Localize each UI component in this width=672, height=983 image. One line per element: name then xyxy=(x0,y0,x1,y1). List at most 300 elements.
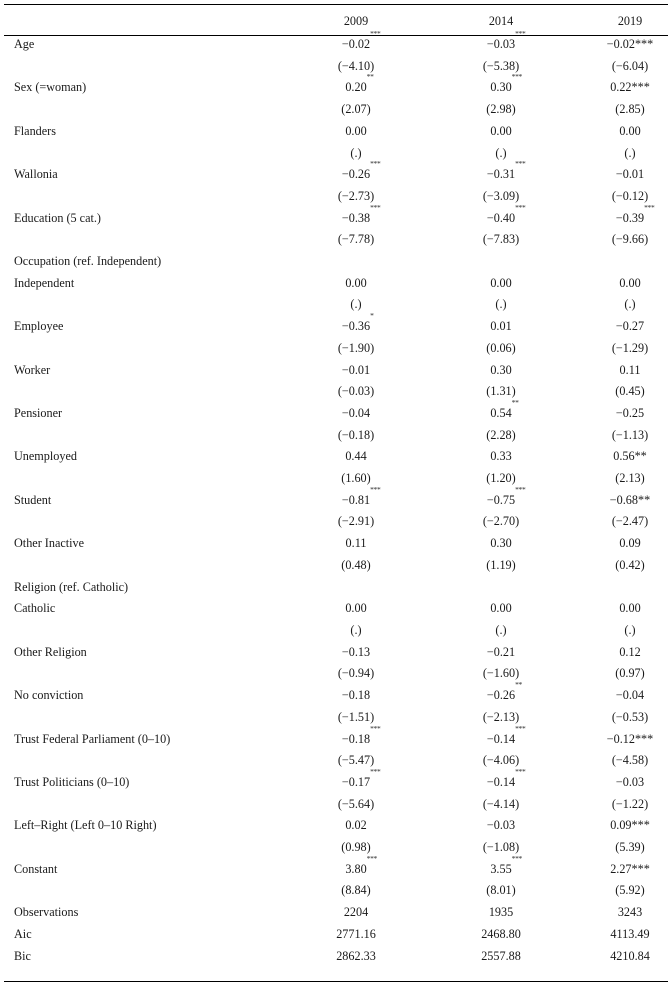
significance-stars: *** xyxy=(370,202,381,212)
coefficient-row xyxy=(14,490,668,512)
coefficient-value: 0.00 xyxy=(619,275,641,290)
coefficient-cell xyxy=(592,202,668,230)
t-statistic-cell: (0.48) xyxy=(341,557,371,572)
coefficient-value: 0.00 xyxy=(345,275,367,290)
coefficient-value-wrap xyxy=(490,72,523,99)
t-statistic-cell: (−7.78) xyxy=(337,232,375,247)
t-statistic-cell: (−5.64) xyxy=(337,796,375,811)
coefficient-value: −0.21 xyxy=(486,644,516,659)
coefficient-value: 0.09*** xyxy=(610,818,650,833)
coefficient-row xyxy=(14,273,668,295)
statistic-row xyxy=(14,707,668,729)
coefficient-value: 0.00 xyxy=(345,123,367,138)
significance-stars: *** xyxy=(515,766,526,776)
coefficient-cell xyxy=(450,360,552,382)
coefficient-row xyxy=(14,859,668,881)
coefficient-value-wrap xyxy=(341,311,374,338)
coefficient-value-wrap xyxy=(607,34,653,56)
stat-label: Bic xyxy=(14,948,31,963)
coefficient-cell xyxy=(450,29,552,56)
t-statistic-cell: (.) xyxy=(624,297,636,312)
t-statistic-cell: (1.60) xyxy=(341,471,371,486)
coefficient-cell xyxy=(592,729,668,751)
table-top-rule xyxy=(4,4,668,5)
significance-stars: *** xyxy=(366,853,378,863)
statistic-row xyxy=(14,143,668,165)
row-label: Student xyxy=(14,492,52,507)
row-label: Left–Right (Left 0–10 Right) xyxy=(14,818,157,833)
coefficient-row xyxy=(14,533,668,555)
coefficient-value-wrap xyxy=(490,598,511,620)
t-statistic-cell: (−0.18) xyxy=(337,427,375,442)
coefficient-value-wrap xyxy=(616,772,644,794)
row-label: Worker xyxy=(14,362,51,377)
t-statistic-cell: (.) xyxy=(350,145,362,160)
coefficient-row xyxy=(14,77,668,99)
coefficient-cell xyxy=(306,121,406,143)
coefficient-value-wrap xyxy=(620,360,641,382)
significance-stars: *** xyxy=(370,159,381,169)
t-statistic-cell: (1.20) xyxy=(486,471,516,486)
significance-stars: *** xyxy=(370,766,381,776)
coefficient-value: 0.44 xyxy=(345,449,367,464)
statistic-row xyxy=(14,381,668,403)
stat-value: 1935 xyxy=(488,905,514,920)
coefficient-row xyxy=(14,642,668,664)
row-label: No conviction xyxy=(14,688,84,703)
row-label: Pensioner xyxy=(14,405,63,420)
coefficient-value-wrap xyxy=(487,815,515,837)
coefficient-row xyxy=(14,316,668,338)
coefficient-value: 0.54 xyxy=(490,405,512,420)
coefficient-cell xyxy=(450,766,552,794)
t-statistic-cell: (.) xyxy=(350,622,362,637)
t-statistic-cell: (−1.22) xyxy=(611,796,649,811)
t-statistic-cell: (5.92) xyxy=(615,883,645,898)
coefficient-value-wrap xyxy=(341,766,381,794)
significance-stars: *** xyxy=(515,484,526,494)
coefficient-value-wrap xyxy=(616,403,644,425)
coefficient-value-wrap xyxy=(341,484,381,512)
t-statistic-cell: (0.06) xyxy=(486,340,516,355)
coefficient-value-wrap xyxy=(616,316,644,338)
significance-stars: ** xyxy=(366,72,374,82)
coefficient-value: 3.55 xyxy=(490,861,512,876)
t-statistic-cell: (−0.94) xyxy=(337,666,375,681)
coefficient-value-wrap xyxy=(345,446,366,468)
model-stat-row xyxy=(14,946,668,968)
coefficient-value-wrap xyxy=(486,29,526,56)
coefficient-value-wrap xyxy=(342,685,370,707)
coefficient-cell xyxy=(306,159,406,186)
coefficient-cell xyxy=(450,680,552,707)
coefficient-value-wrap xyxy=(342,642,370,664)
t-statistic-cell: (−4.10) xyxy=(337,58,375,73)
coefficient-value: 0.00 xyxy=(490,275,512,290)
statistic-row xyxy=(14,794,668,816)
coefficient-cell xyxy=(450,533,552,555)
t-statistic-cell: (.) xyxy=(350,297,362,312)
coefficient-value: 3.80 xyxy=(345,861,367,876)
table-bottom-rule xyxy=(4,981,668,982)
coefficient-value-wrap xyxy=(486,680,522,707)
coefficient-value: 0.33 xyxy=(490,449,512,464)
coefficient-cell xyxy=(450,853,552,881)
coefficient-value: −0.75 xyxy=(486,492,516,507)
t-statistic-cell: (−1.13) xyxy=(611,427,649,442)
coefficient-cell xyxy=(450,72,552,99)
coefficient-cell xyxy=(306,815,406,837)
coefficient-value: −0.02 xyxy=(341,37,371,51)
coefficient-value-wrap xyxy=(615,202,655,230)
row-label: Trust Politicians (0–10) xyxy=(14,774,130,789)
coefficient-cell xyxy=(306,598,406,620)
coefficient-value-wrap xyxy=(345,273,366,295)
coefficient-row xyxy=(14,729,668,751)
coefficient-cell xyxy=(306,311,406,338)
t-statistic-cell: (0.42) xyxy=(615,557,645,572)
t-statistic-cell: (−4.06) xyxy=(482,753,520,768)
coefficient-value-wrap xyxy=(486,766,526,794)
statistic-row xyxy=(14,511,668,533)
coefficient-value: −0.38 xyxy=(341,210,371,225)
row-label: Flanders xyxy=(14,123,56,138)
coefficient-value: −0.12*** xyxy=(606,731,654,746)
t-statistic-cell: (0.98) xyxy=(341,840,371,855)
model-stat-row xyxy=(14,924,668,946)
coefficient-value-wrap xyxy=(490,316,511,338)
coefficient-value-wrap xyxy=(341,159,381,186)
row-label: Sex (=woman) xyxy=(14,80,87,95)
coefficient-value-wrap xyxy=(490,533,511,555)
stat-value: 4210.84 xyxy=(610,948,650,963)
row-label: Unemployed xyxy=(14,449,77,464)
coefficient-cell xyxy=(592,360,668,382)
row-label: Wallonia xyxy=(14,167,58,182)
coefficient-value: −0.03 xyxy=(486,37,516,51)
t-statistic-cell: (−4.14) xyxy=(482,796,520,811)
coefficient-cell xyxy=(592,273,668,295)
coefficient-cell xyxy=(306,273,406,295)
row-label: Age xyxy=(14,37,35,51)
header-row xyxy=(14,7,668,34)
coefficient-value-wrap xyxy=(487,642,515,664)
column-header-2014: 2014 xyxy=(488,13,514,28)
coefficient-cell xyxy=(592,446,668,468)
statistic-row xyxy=(14,229,668,251)
coefficient-value: −0.18 xyxy=(341,688,371,703)
coefficient-value: −0.26 xyxy=(486,688,516,703)
coefficient-cell xyxy=(306,853,406,881)
statistic-row xyxy=(14,99,668,121)
coefficient-value-wrap xyxy=(486,202,526,230)
coefficient-row xyxy=(14,403,668,425)
statistic-row xyxy=(14,56,668,78)
coefficient-value: 0.11 xyxy=(345,536,367,551)
coefficient-value: 0.56** xyxy=(613,449,647,464)
stat-value: 3243 xyxy=(617,905,643,920)
coefficient-value-wrap xyxy=(490,360,511,382)
t-statistic-cell: (1.19) xyxy=(486,557,516,572)
coefficient-value-wrap xyxy=(345,815,366,837)
coefficient-cell xyxy=(306,202,406,230)
coefficient-row xyxy=(14,164,668,186)
coefficient-value-wrap xyxy=(341,723,381,751)
coefficient-value-wrap xyxy=(341,202,381,230)
t-statistic-cell: (−0.12) xyxy=(611,188,649,203)
coefficient-value-wrap xyxy=(345,72,374,99)
coefficient-value: −0.02*** xyxy=(606,37,654,51)
t-statistic-cell: (−2.91) xyxy=(337,514,375,529)
coefficient-row xyxy=(14,34,668,56)
coefficient-cell xyxy=(306,723,406,751)
coefficient-value: 0.30 xyxy=(490,80,512,95)
coefficient-cell xyxy=(592,121,668,143)
coefficient-value-wrap xyxy=(610,77,650,99)
coefficient-value-wrap xyxy=(486,159,526,186)
coefficient-cell xyxy=(592,490,668,512)
statistic-row xyxy=(14,338,668,360)
t-statistic-cell: (−7.83) xyxy=(482,232,520,247)
coefficient-cell xyxy=(450,446,552,468)
group-heading-row xyxy=(14,251,668,273)
significance-stars: *** xyxy=(644,202,655,212)
significance-stars: *** xyxy=(515,29,526,38)
coefficient-value: 0.00 xyxy=(490,601,512,616)
coefficient-value-wrap xyxy=(345,853,378,881)
t-statistic-cell: (−1.51) xyxy=(337,709,375,724)
t-statistic-cell: (−0.53) xyxy=(611,709,649,724)
t-statistic-cell: (8.84) xyxy=(341,883,371,898)
coefficient-value: −0.13 xyxy=(341,644,371,659)
row-label: Education (5 cat.) xyxy=(14,210,101,225)
t-statistic-cell: (8.01) xyxy=(486,883,516,898)
stat-value: 2557.88 xyxy=(481,948,521,963)
t-statistic-cell: (−6.04) xyxy=(611,58,649,73)
t-statistic-cell: (0.45) xyxy=(615,384,645,399)
coefficient-value: −0.81 xyxy=(341,492,371,507)
stat-value: 2468.80 xyxy=(481,926,521,941)
coefficient-value: −0.25 xyxy=(615,405,645,420)
coefficient-value-wrap xyxy=(342,360,370,382)
coefficient-value-wrap xyxy=(610,490,650,512)
coefficient-value: −0.03 xyxy=(615,774,645,789)
coefficient-cell xyxy=(450,316,552,338)
row-label: Other Religion xyxy=(14,644,87,659)
t-statistic-cell: (−4.58) xyxy=(611,753,649,768)
t-statistic-cell: (−2.13) xyxy=(482,709,520,724)
coefficient-value-wrap xyxy=(341,29,381,56)
coefficient-value: −0.03 xyxy=(486,818,516,833)
coefficient-cell xyxy=(306,484,406,512)
coefficient-row xyxy=(14,360,668,382)
row-label: Independent xyxy=(14,275,75,290)
coefficient-value-wrap xyxy=(342,403,370,425)
coefficient-value: 0.30 xyxy=(490,536,512,551)
significance-stars: *** xyxy=(515,202,526,212)
stat-label: Aic xyxy=(14,926,32,941)
coefficient-cell xyxy=(450,642,552,664)
coefficient-cell xyxy=(592,815,668,837)
t-statistic-cell: (−2.70) xyxy=(482,514,520,529)
t-statistic-cell: (2.13) xyxy=(615,471,645,486)
coefficient-cell xyxy=(306,403,406,425)
stat-value: 2771.16 xyxy=(336,926,376,941)
stat-value: 2862.33 xyxy=(336,948,376,963)
coefficient-cell xyxy=(450,273,552,295)
row-label: Trust Federal Parliament (0–10) xyxy=(14,731,171,746)
coefficient-cell xyxy=(450,598,552,620)
row-label: Other Inactive xyxy=(14,536,85,551)
coefficient-value-wrap xyxy=(619,533,640,555)
coefficient-value-wrap xyxy=(610,859,650,881)
coefficient-value: 0.11 xyxy=(619,362,641,377)
coefficient-cell xyxy=(306,533,406,555)
coefficient-cell xyxy=(450,815,552,837)
significance-stars: *** xyxy=(370,484,381,494)
coefficient-cell xyxy=(592,403,668,425)
t-statistic-cell: (2.98) xyxy=(486,102,516,117)
t-statistic-cell: (−1.08) xyxy=(482,840,520,855)
coefficient-row xyxy=(14,815,668,837)
coefficient-value-wrap xyxy=(607,729,653,751)
header-blank xyxy=(14,7,306,34)
coefficient-cell xyxy=(450,121,552,143)
coefficient-row xyxy=(14,446,668,468)
coefficient-value: 0.30 xyxy=(490,362,512,377)
coefficient-value: −0.01 xyxy=(341,362,371,377)
t-statistic-cell: (−5.47) xyxy=(337,753,375,768)
regression-table xyxy=(14,7,668,967)
coefficient-value-wrap xyxy=(486,723,526,751)
coefficient-value-wrap xyxy=(619,121,640,143)
statistic-row xyxy=(14,186,668,208)
significance-stars: *** xyxy=(515,723,526,733)
coefficient-cell xyxy=(450,202,552,230)
t-statistic-cell: (−0.03) xyxy=(337,384,375,399)
coefficient-cell xyxy=(592,533,668,555)
coefficient-value-wrap xyxy=(490,397,519,425)
statistic-row xyxy=(14,468,668,490)
coefficient-value-wrap xyxy=(613,446,647,468)
coefficient-value: −0.40 xyxy=(486,210,516,225)
group-heading: Occupation (ref. Independent) xyxy=(14,254,162,269)
row-label: Catholic xyxy=(14,601,56,616)
coefficient-value-wrap xyxy=(619,598,640,620)
coefficient-cell xyxy=(306,360,406,382)
coefficient-value: 0.00 xyxy=(619,601,641,616)
t-statistic-cell: (1.31) xyxy=(486,384,516,399)
coefficient-cell xyxy=(306,446,406,468)
t-statistic-cell: (2.07) xyxy=(341,102,371,117)
coefficient-row xyxy=(14,772,668,794)
statistic-row xyxy=(14,880,668,902)
coefficient-cell xyxy=(306,685,406,707)
stat-value: 4113.49 xyxy=(610,926,650,941)
coefficient-value: −0.14 xyxy=(486,731,516,746)
significance-stars: *** xyxy=(370,723,381,733)
significance-stars: ** xyxy=(515,680,522,690)
statistic-row xyxy=(14,555,668,577)
table-body xyxy=(14,29,668,967)
coefficient-row xyxy=(14,685,668,707)
coefficient-value: −0.27 xyxy=(615,319,645,334)
statistic-row xyxy=(14,425,668,447)
coefficient-cell xyxy=(306,642,406,664)
stat-label: Observations xyxy=(14,905,79,920)
t-statistic-cell: (2.28) xyxy=(486,427,516,442)
coefficient-value-wrap xyxy=(616,164,644,186)
coefficient-cell xyxy=(306,72,406,99)
t-statistic-cell: (.) xyxy=(495,145,507,160)
coefficient-cell xyxy=(592,34,668,56)
coefficient-value-wrap xyxy=(610,815,650,837)
coefficient-cell xyxy=(592,77,668,99)
coefficient-cell xyxy=(592,598,668,620)
coefficient-value-wrap xyxy=(346,533,367,555)
coefficient-value-wrap xyxy=(490,853,523,881)
coefficient-value: −0.04 xyxy=(615,688,645,703)
t-statistic-cell: (5.39) xyxy=(615,840,645,855)
coefficient-cell xyxy=(592,685,668,707)
coefficient-cell xyxy=(592,859,668,881)
coefficient-value: 0.09 xyxy=(619,536,641,551)
coefficient-value: −0.39 xyxy=(615,210,645,225)
coefficient-value-wrap xyxy=(345,598,366,620)
t-statistic-cell: (.) xyxy=(624,622,636,637)
significance-stars: *** xyxy=(515,159,526,169)
t-statistic-cell: (−1.60) xyxy=(482,666,520,681)
coefficient-cell xyxy=(592,772,668,794)
statistic-row xyxy=(14,663,668,685)
t-statistic-cell: (.) xyxy=(624,145,636,160)
significance-stars: ** xyxy=(511,397,519,407)
row-label: Employee xyxy=(14,319,64,334)
coefficient-value: −0.31 xyxy=(486,167,516,182)
t-statistic-cell: (−1.29) xyxy=(611,340,649,355)
coefficient-value-wrap xyxy=(619,642,640,664)
t-statistic-cell: (−1.90) xyxy=(337,340,375,355)
coefficient-value-wrap xyxy=(490,446,511,468)
coefficient-row xyxy=(14,598,668,620)
coefficient-cell xyxy=(592,316,668,338)
coefficient-value: −0.18 xyxy=(341,731,371,746)
t-statistic-cell: (0.97) xyxy=(615,666,645,681)
coefficient-value-wrap xyxy=(616,685,644,707)
group-heading-row xyxy=(14,577,668,599)
column-header-2009: 2009 xyxy=(343,13,369,28)
t-statistic-cell: (−3.09) xyxy=(482,188,520,203)
stat-value: 2204 xyxy=(343,905,369,920)
t-statistic-cell: (−5.38) xyxy=(482,58,520,73)
coefficient-cell xyxy=(592,642,668,664)
statistic-row xyxy=(14,620,668,642)
coefficient-value: 0.00 xyxy=(490,123,512,138)
coefficient-value: −0.17 xyxy=(341,774,371,789)
coefficient-cell xyxy=(306,29,406,56)
coefficient-value-wrap xyxy=(490,121,511,143)
coefficient-value: 0.12 xyxy=(619,644,641,659)
coefficient-value: −0.01 xyxy=(615,167,645,182)
coefficient-value: −0.26 xyxy=(341,167,371,182)
coefficient-value: 0.00 xyxy=(345,601,367,616)
coefficient-value-wrap xyxy=(619,273,640,295)
group-heading: Religion (ref. Catholic) xyxy=(14,579,129,594)
t-statistic-cell: (−9.66) xyxy=(611,232,649,247)
coefficient-value: 0.02 xyxy=(345,818,367,833)
t-statistic-cell: (−2.47) xyxy=(611,514,649,529)
coefficient-value: 2.27*** xyxy=(610,861,650,876)
